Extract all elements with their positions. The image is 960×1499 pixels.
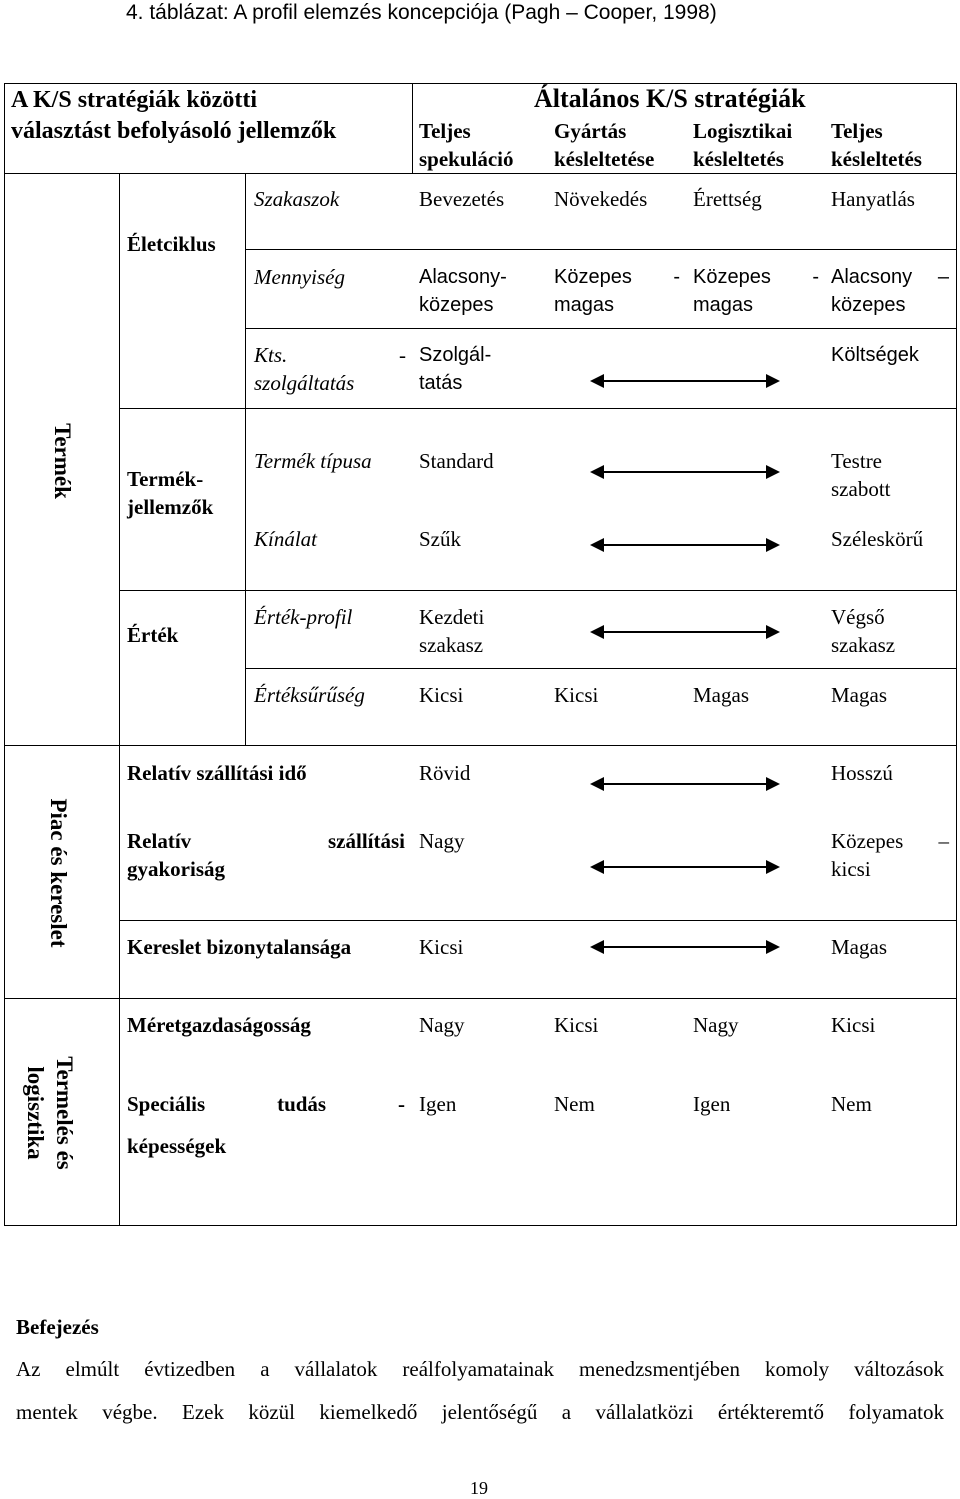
- conclusion-line2: mentek végbe. Ezek közül kiemelkedő jelentőségű a vállalatközi értékteremtő folyamatok: [16, 1400, 944, 1424]
- cell-suruseg-c3: Magas: [693, 683, 749, 707]
- conclusion-heading: Befejezés: [16, 1315, 99, 1339]
- section-termeles-logisztika-l2: logisztika: [23, 1066, 48, 1160]
- cell-tipus-c4-l1: Testre: [831, 449, 883, 473]
- cell-ido-c4: Hosszú: [831, 761, 893, 785]
- cell-kinalat-c1: Szűk: [419, 527, 461, 551]
- row-label-meretgazdasagossag: Méretgazdaságosság: [127, 1013, 311, 1037]
- cell-suruseg-c2: Kicsi: [554, 683, 599, 707]
- table-caption: 4. táblázat: A profil elemzés koncepciója (Pagh – Cooper, 1998): [126, 1, 717, 24]
- conclusion-line1: Az elmúlt évtizedben a vállalatok reálfolyamatainak menedzsmentjében komoly változások: [16, 1357, 944, 1381]
- col-header-teljes-kesleltetes-l2: késleltetés: [831, 147, 922, 171]
- page-number: 19: [470, 1478, 488, 1498]
- corner-header-line1: A K/S stratégiák közötti: [11, 87, 257, 113]
- double-arrow-icon: [590, 858, 780, 876]
- row-label-termek-tipusa: Termék típusa: [254, 449, 372, 473]
- row-label-ertekseruseg: Értéksűrűség: [254, 683, 365, 707]
- cell-suruseg-c1: Kicsi: [419, 683, 464, 707]
- cell-profil-c1-l2: szakasz: [419, 633, 484, 657]
- cell-specialis-c2: Nem: [554, 1092, 595, 1116]
- double-arrow-icon: [590, 536, 780, 554]
- cell-specialis-c4: Nem: [831, 1092, 872, 1116]
- row-label-gyakorisag-l1: Relatív szállítási: [127, 829, 405, 853]
- cell-profil-c4-l2: szakasz: [831, 633, 896, 657]
- cell-specialis-c3: Igen: [693, 1092, 731, 1116]
- cell-specialis-c1: Igen: [419, 1092, 457, 1116]
- cell-gyak-c1: Nagy: [419, 829, 465, 853]
- cell-szakaszok-c3: Érettség: [693, 187, 762, 211]
- corner-header-line2: választást befolyásoló jellemzők: [11, 118, 337, 144]
- double-arrow-icon: [590, 463, 780, 481]
- col-header-gyartas-l1: Gyártás: [554, 119, 627, 143]
- row-label-gyakorisag-l2: gyakoriság: [127, 857, 226, 881]
- cell-szakaszok-c1: Bevezetés: [419, 187, 505, 211]
- double-arrow-icon: [590, 775, 780, 793]
- row-label-szakaszok: Szakaszok: [254, 187, 340, 211]
- row-label-kts-l1: Kts. -: [254, 343, 406, 367]
- col-header-gyartas-l2: késleltetése: [554, 147, 655, 171]
- row-label-specialis-tudas-l2: képességek: [127, 1134, 227, 1158]
- cell-kts-c1-l2: tatás: [419, 372, 463, 394]
- col-header-logisztikai-l1: Logisztikai: [693, 119, 793, 143]
- cell-mennyiseg-c4-l1: Alacsony –: [831, 266, 949, 288]
- row-label-mennyiseg: Mennyiség: [254, 265, 345, 289]
- cell-bizony-c4: Magas: [831, 935, 887, 959]
- section-piac-kereslet: Piac és kereslet: [46, 798, 71, 948]
- group-termekjellemzok-l1: Termék-: [127, 467, 204, 491]
- col-header-logisztikai-l2: késleltetés: [693, 147, 784, 171]
- row-label-specialis-tudas-l1: Speciális tudás -: [127, 1092, 405, 1116]
- cell-szakaszok-c2: Növekedés: [554, 187, 648, 211]
- group-eletciklus: Életciklus: [127, 232, 216, 256]
- col-header-teljes-spekulacio-l1: Teljes: [419, 119, 471, 143]
- cell-bizony-c1: Kicsi: [419, 935, 464, 959]
- cell-mennyiseg-c3-l1: Közepes -: [693, 266, 819, 288]
- cell-meret-c1: Nagy: [419, 1013, 465, 1037]
- section-termek: Termék: [50, 423, 75, 499]
- cell-suruseg-c4: Magas: [831, 683, 887, 707]
- row-label-kts-l2: szolgáltatás: [254, 371, 355, 395]
- cell-tipus-c1: Standard: [419, 449, 494, 473]
- row-label-kereslet-bizonytalansaga: Kereslet bizonytalansága: [127, 935, 352, 959]
- cell-tipus-c4-l2: szabott: [831, 477, 891, 501]
- row-label-kinalat: Kínálat: [254, 527, 318, 551]
- row-label-szallitasi-ido: Relatív szállítási idő: [127, 761, 307, 785]
- cell-profil-c4-l1: Végső: [831, 605, 885, 629]
- col-header-teljes-spekulacio-l2: spekuláció: [419, 147, 514, 171]
- cell-szakaszok-c4: Hanyatlás: [831, 187, 915, 211]
- section-termeles-logisztika-l1: Termelés és: [52, 1056, 77, 1170]
- col-header-teljes-kesleltetes-l1: Teljes: [831, 119, 883, 143]
- cell-meret-c3: Nagy: [693, 1013, 739, 1037]
- cell-meret-c4: Kicsi: [831, 1013, 876, 1037]
- group-ertek: Érték: [127, 623, 179, 647]
- cell-kts-c1-l1: Szolgál-: [419, 344, 492, 366]
- cell-mennyiseg-c3-l2: magas: [693, 294, 754, 316]
- row-label-ertek-profil: Érték-profil: [254, 605, 353, 629]
- cell-mennyiseg-c1-l1: Alacsony-: [419, 266, 507, 288]
- cell-kinalat-c4: Széleskörű: [831, 527, 924, 551]
- cell-profil-c1-l1: Kezdeti: [419, 605, 485, 629]
- cell-mennyiseg-c4-l2: közepes: [831, 294, 906, 316]
- cell-mennyiseg-c2-l2: magas: [554, 294, 615, 316]
- cell-mennyiseg-c1-l2: közepes: [419, 294, 494, 316]
- double-arrow-icon: [590, 623, 780, 641]
- general-strategies-header: Általános K/S stratégiák: [534, 84, 806, 113]
- group-termekjellemzok-l2: jellemzők: [127, 495, 214, 519]
- cell-meret-c2: Kicsi: [554, 1013, 599, 1037]
- double-arrow-icon: [590, 938, 780, 956]
- cell-ido-c1: Rövid: [419, 761, 471, 785]
- cell-gyak-c4-l2: kicsi: [831, 857, 871, 881]
- cell-kts-c4: Költségek: [831, 344, 919, 366]
- cell-gyak-c4-l1: Közepes –: [831, 829, 949, 853]
- double-arrow-icon: [590, 372, 780, 390]
- cell-mennyiseg-c2-l1: Közepes -: [554, 266, 680, 288]
